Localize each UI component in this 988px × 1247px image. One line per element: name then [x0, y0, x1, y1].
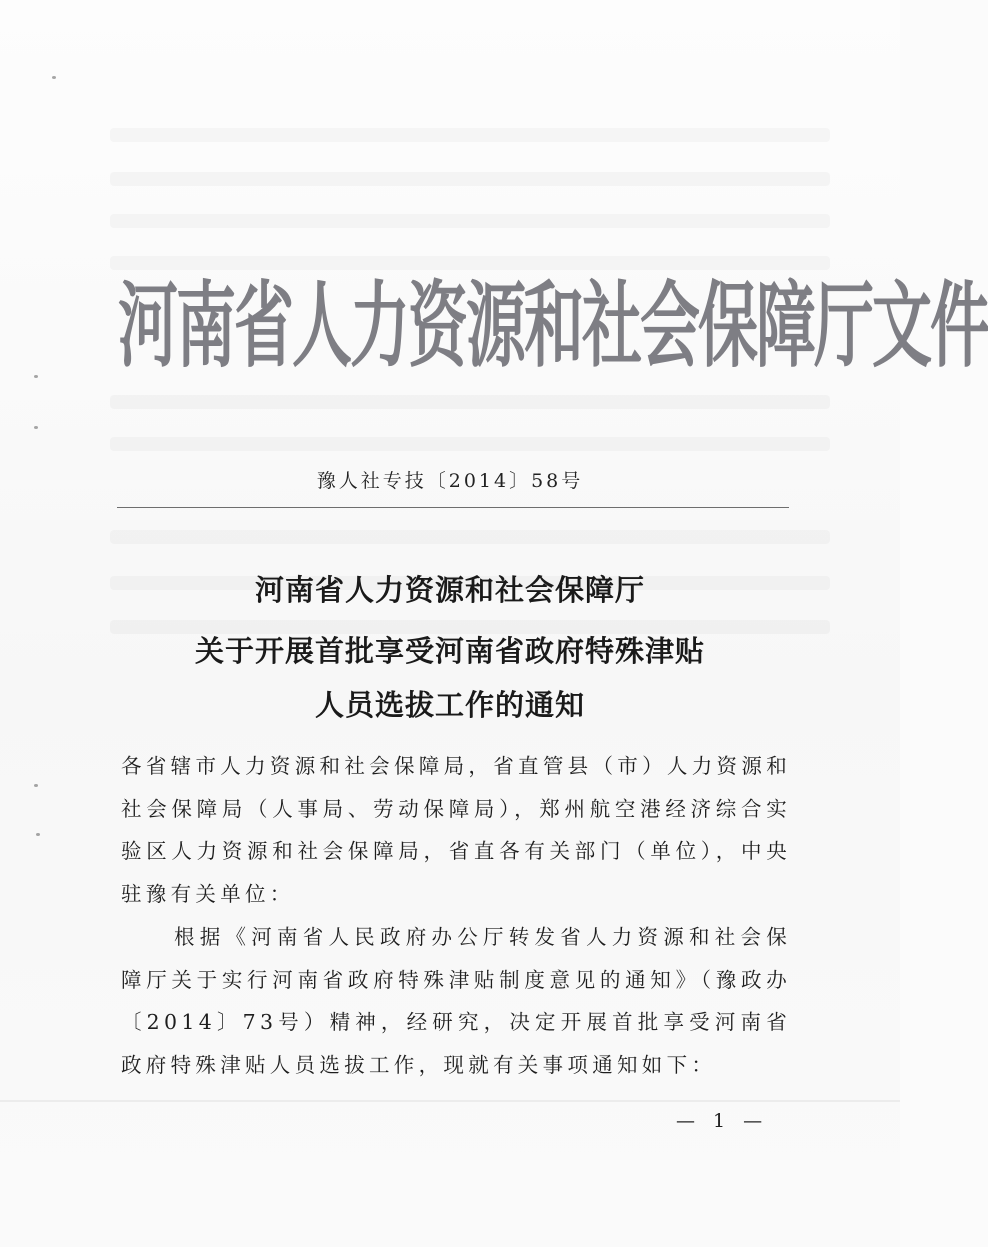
bleed-through-mark: [110, 530, 830, 544]
notice-title-line-1: 河南省人力资源和社会保障厅: [254, 573, 645, 607]
scan-speck: [34, 375, 38, 378]
addressee-paragraph: 各省辖市人力资源和社会保障局，省直管县（市）人力资源和社会保障局（人事局、劳动保障局），郑州航空港经济综合实验区人力资源和社会保障局，省直各有关部门（单位），中央驻豫有关单位：: [121, 754, 791, 906]
document-header-title: 河南省人力资源和社会保障厅文件: [118, 272, 988, 382]
scan-speck: [34, 784, 38, 787]
page-number: — 1 —: [676, 1110, 769, 1132]
scan-speck: [36, 833, 40, 836]
document-number: 豫人社专技〔2014〕58号: [316, 470, 584, 492]
notice-title-line-2: 关于开展首批享受河南省政府特殊津贴: [194, 634, 705, 668]
scan-speck: [34, 426, 38, 429]
notice-title-line-3: 人员选拔工作的通知: [314, 688, 585, 722]
paper-crease: [0, 1100, 900, 1102]
header-separator-line: [117, 507, 789, 508]
scan-speck: [52, 76, 56, 79]
body-paragraph: 根据《河南省人民政府办公厅转发省人力资源和社会保障厅关于实行河南省政府特殊津贴制度意见的通知》（豫政办〔2014〕73号）精神，经研究，决定开展首批享受河南省政府特殊津贴人员选拔工作，现就有关事项通知如下：: [121, 925, 791, 1077]
bleed-through-mark: [110, 437, 830, 451]
bleed-through-mark: [110, 172, 830, 186]
bleed-through-mark: [110, 128, 830, 142]
